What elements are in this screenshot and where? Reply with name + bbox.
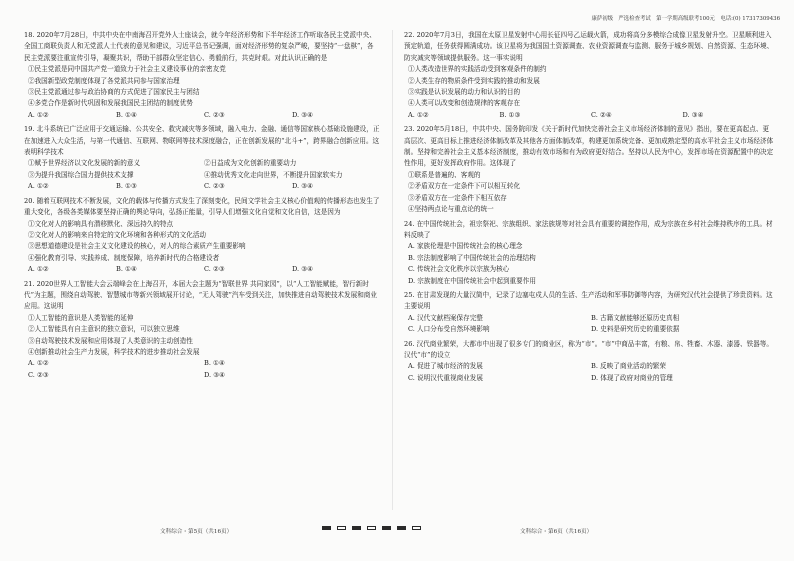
choice-d: D. 史料是研究历史的重要依据 <box>591 325 680 334</box>
choice-a: A. ①② <box>28 182 49 191</box>
option: ④创新推动社会生产力发展，科学技术的进步推动社会发展 <box>28 347 200 356</box>
choice-d: D. 体现了政府对商业的管理 <box>591 373 673 382</box>
choice-b: B. ①④ <box>204 359 225 368</box>
question-stem: 18. 2020年7月28日，中共中央在中南海召开党外人士座谈会，就今年经济形势和下半年经济工作听取各民主党派中央、全国工商联负责人和无党派人士代表的意见和建议，习近平总书记强调，面对经济形势的复杂严峻，要坚持“一盘棋”，各民主党派要注重宣传引导，凝聚共识，帮助干部群众坚定信心、勇毅前行，共克时艰。对此认识正确的是 <box>24 31 376 62</box>
choice-c: C. ②③ <box>28 370 49 379</box>
question-stem: 22. 2020年7月3日，我国在太原卫星发射中心用长征四号乙运载火箭，成功将高分多模综合成像卫星发射升空。卫星顺利进入预定轨道，任务获得圆满成功。该卫星将为我国国土资源调查、农业资源调查与监测、服务于城乡规划、自然资源、生态环境、防灾减灾等领域提供服务。这一事实说明 <box>404 31 774 62</box>
choice-d: D. ③④ <box>292 110 314 119</box>
question-18 <box>24 30 380 121</box>
option: ①人类改造世界的实践活动受到客观条件的制约 <box>408 65 547 74</box>
option: ③自动驾驶技术发展和应用体现了人类意识的主动创造性 <box>28 336 193 345</box>
option: ②我国新型政党制度体现了各党派共同参与国家治理 <box>28 76 180 85</box>
question-26 <box>404 339 774 385</box>
option: ④强化教育引导、实践养成、制度保障，培养新时代的合格建设者 <box>28 253 220 262</box>
marker-block <box>382 526 391 530</box>
choice-a: A. 促进了城市经济的发展 <box>408 362 483 371</box>
option: ②文化对人的影响来自特定的文化环境和各种形式的文化活动 <box>28 230 207 239</box>
choice-b: B. ①④ <box>116 110 137 119</box>
column-divider <box>392 30 393 510</box>
choice-a: A. ①② <box>28 359 49 368</box>
question-21 <box>24 279 380 382</box>
answer-choices <box>24 358 380 381</box>
option: ②人工智能具有自主意识的独立意识，可以独立思维 <box>28 325 180 334</box>
question-19 <box>24 124 380 192</box>
choice-b: B. 反映了商业活动的繁荣 <box>591 362 666 371</box>
option: ④多党合作是新时代巩固和发展我国民主团结的制度优势 <box>28 99 193 108</box>
option: ②矛盾双方在一定条件下可以相互转化 <box>408 182 521 191</box>
option: ③思想道德建设是社会主义文化建设的核心，对人的综合素质产生重要影响 <box>28 242 246 251</box>
choice-a: A. ①② <box>408 110 429 119</box>
right-column <box>404 30 774 384</box>
statement-grid <box>24 158 380 181</box>
option: ①联系是普遍的、客观的 <box>408 170 481 179</box>
answer-choices <box>24 264 380 275</box>
option: ①文化对人的影响具有潜移默化、深远持久的特点 <box>28 219 174 228</box>
choice-b: B. ①③ <box>499 110 521 119</box>
left-column <box>24 30 380 381</box>
choice-a: A. 汉代文献档案保存完整 <box>408 313 483 322</box>
option: ④推动优秀文化走向世界，不断提升国家软实力 <box>204 170 343 179</box>
option: ①人工智能的意识是人类智能的延伸 <box>28 313 134 322</box>
option: ③实践是认识发展的动力和认识的目的 <box>408 88 521 97</box>
option: ①民主党派是同中国共产党一道致力于社会主义建设事业的亲密友党 <box>28 65 226 74</box>
option: C. 传统社会文化秩序以宗族为核心 <box>408 265 510 274</box>
question-23 <box>404 124 774 215</box>
choice-d: D. ③④ <box>292 182 314 191</box>
footer-page-6: 文科综合・第6页（共16页） <box>520 529 593 535</box>
option: ③民主党派通过参与政治协商的方式促进了国家民主与团结 <box>28 88 200 97</box>
answer-choices <box>404 110 774 121</box>
choice-c: C. 说明汉代重视商业发展 <box>408 373 483 382</box>
question-25 <box>404 290 774 336</box>
option: ③矛盾双方在一定条件下相互依存 <box>408 193 507 202</box>
choice-b: B. ①④ <box>116 265 137 274</box>
option: A. 家族伦理是中国传统社会的核心理念 <box>408 242 523 251</box>
option: ④人类可以改变和创造规律的客观存在 <box>408 99 521 108</box>
option: D. 宗族制度在中国传统社会中起到重要作用 <box>408 276 536 285</box>
marker-block <box>322 526 331 530</box>
choice-c: C. ②③ <box>204 265 225 274</box>
option: ②日益成为文化创新的重要动力 <box>204 159 297 168</box>
option: ④坚持两点论与重点论的统一 <box>408 205 494 214</box>
page-marker-bar <box>322 526 421 530</box>
question-stem: 26. 汉代商业繁荣，大都市中出现了很多专门的商业区，称为“市”。“市”中商品丰富，有粮、帛、牲畜、木器、漆器、铁器等。汉代“市”的设立 <box>404 339 773 359</box>
answer-choices <box>404 361 774 384</box>
page-header: 康萨初级 严选检查考试 第一学期高级联考100元 电话:(0) 17317309436 <box>591 16 780 22</box>
marker-block <box>397 526 406 530</box>
marker-block <box>352 526 361 530</box>
question-stem: 24. 在中国传统社会，祖宗祭祀、宗族组织、家法族规等对社会具有重要的调控作用，成为宗族在乡村社会维持秩序的工具。材料反映了 <box>404 219 773 239</box>
question-stem: 19. 北斗系统已广泛应用于交通运输、公共安全、救灾减灾等多领域，融入电力、金融、通信等国家核心基础设施建设，正在加速进入大众生活，与第一代通信、互联网、物联网等技术深度融合，正在创新发展的“北斗+”，跨界融合创新应用。这表明科学技术 <box>24 125 380 157</box>
question-24 <box>404 219 774 287</box>
question-stem: 25. 在甘肃发现的大量汉简中，记录了边塞屯戍人员的生活、生产活动和军事防御等内容，为研究汉代社会提供了珍贵资料。这主要说明 <box>404 290 773 311</box>
option: ②人类生存的物质条件受到实践的推动和发展 <box>408 76 540 85</box>
choice-b: B. 古籍文献能够还原历史真相 <box>591 313 680 322</box>
choice-a: A. ①② <box>28 110 49 119</box>
marker-block <box>367 526 376 530</box>
footer-page-5: 文科综合・第5页（共16页） <box>160 529 233 535</box>
question-stem: 23. 2020年5月18日，中共中央、国务院印发《关于新时代加快完善社会主义市场经济体制的意见》指出，要在更高起点、更高层次、更高目标上推进经济体制改革及其他各方面体制改革，构建更加系统完备、更加成熟定型的高水平社会主义市场经济体制。坚持和完善社会主义基本经济制度，推动有效市场和有为政府更好结合。坚持以人民为中心，发挥市场在资源配置中的决定性作用，更好发挥政府作用。这体现了 <box>404 125 774 168</box>
marker-block <box>412 526 421 530</box>
choice-c: C. 人口分布受自然环境影响 <box>408 325 490 334</box>
answer-choices <box>404 313 774 336</box>
choice-a: A. ①② <box>28 265 49 274</box>
question-stem: 20. 随着互联网技术不断发展，文化的载体与传播方式发生了深刻变化，民间文学社会主义核心价值观的传播形态也发生了重大变化，各级各类媒体要坚持正确的舆论导向，弘扬正能量，引导人们增强文化自觉和文化自信，这是因为 <box>24 196 380 217</box>
option: ①赋予世界经济以文化发展的新的意义 <box>28 159 141 168</box>
question-20 <box>24 196 380 276</box>
question-22 <box>404 30 774 121</box>
choice-c: C. ②③ <box>204 110 225 119</box>
choice-d: D. ③④ <box>682 110 704 119</box>
marker-block <box>337 526 346 530</box>
option: B. 宗法制度影响了中国传统社会的治理结构 <box>408 253 536 262</box>
question-stem: 21. 2020世界人工智能大会云端峰会在上海召开，本届大会主题为“智联世界 共同家园”，以“人工智能赋能，智行新时代”为主题，围绕自动驾驶、智慧城市等新兴领域展开讨论，“无人驾驶”汽车受到关注，加快推进自动驾驶技术发展和商业应用。这说明 <box>24 279 377 311</box>
answer-choices <box>24 181 380 192</box>
choice-c: C. ②④ <box>591 110 612 119</box>
choice-c: C. ②③ <box>204 182 225 191</box>
option: ③为提升我国综合国力提供技术支撑 <box>28 170 134 179</box>
answer-choices <box>24 110 380 121</box>
choice-d: D. ③④ <box>292 265 314 274</box>
choice-d: D. ③④ <box>204 370 226 379</box>
choice-b: B. ①③ <box>116 182 137 191</box>
